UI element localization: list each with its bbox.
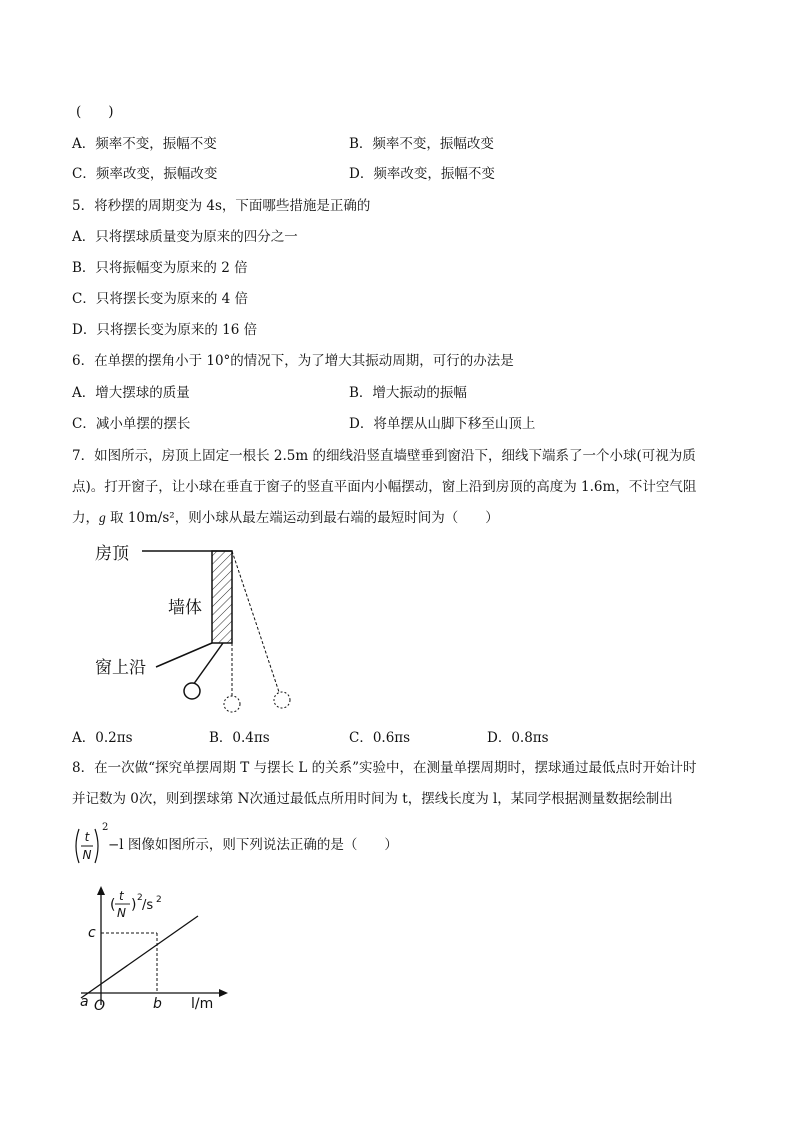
q4-paren: ( ) — [76, 104, 114, 120]
q7-line-2: 点)。打开窗子，让小球在垂直于窗子的竖直平面内小幅摆动，窗上沿到房顶的高度为 1.6m，不计空气阻 — [72, 479, 697, 495]
q7-option-a: A．0.2πs — [72, 730, 133, 746]
t-over-n-squared-vs-l-graph — [76, 880, 246, 1020]
svg-text:): ) — [131, 897, 137, 913]
origin-label: O — [94, 998, 106, 1014]
y-axis-label — [110, 889, 162, 920]
window-label: 窗上沿 — [95, 658, 146, 678]
roof-label: 房顶 — [95, 544, 129, 564]
x-axis-arrow — [219, 989, 228, 997]
q7-line-3-post: 取 10m/s²，则小球从最左端运动到最右端的最短时间为（ ） — [105, 510, 499, 526]
wall-block — [212, 551, 232, 643]
q7-line-3-g: g — [99, 510, 106, 525]
svg-text:(: ( — [110, 897, 116, 913]
b-label: b — [153, 996, 162, 1012]
q4-option-d: D．频率改变，振幅不变 — [349, 166, 495, 182]
q5-stem: 5．将秒摆的周期变为 4s，下面哪些措施是正确的 — [72, 198, 371, 214]
y-label-unit: /s — [142, 898, 154, 913]
q6-option-a: A．增大摆球的质量 — [72, 385, 190, 401]
q6-option-d: D．将单摆从山脚下移至山顶上 — [349, 416, 536, 432]
c-label: c — [88, 925, 96, 941]
fraction-denominator: N — [82, 848, 92, 862]
q4-option-c: C．频率改变，振幅改变 — [72, 166, 218, 182]
q5-option-d: D．只将摆长变为原来的 16 倍 — [72, 322, 258, 338]
q8-line-3-post: −l 图像如图所示，则下列说法正确的是（ ） — [108, 837, 398, 853]
q7-line-3 — [72, 509, 499, 527]
pendulum-ball-right — [274, 692, 290, 708]
q7-line-1: 7．如图所示，房顶上固定一根长 2.5m 的细线沿竖直墙壁垂到窗沿下，细线下端系了一个小球(可视为质 — [72, 448, 696, 464]
y-label-unit-exponent: 2 — [156, 895, 162, 905]
y-label-denominator: N — [117, 906, 126, 920]
fraction-exponent: 2 — [102, 822, 109, 833]
q7-option-c: C．0.6πs — [349, 730, 411, 746]
pendulum-window-figure — [80, 535, 320, 720]
y-label-numerator: t — [119, 889, 124, 903]
q5-option-a: A．只将摆球质量变为原来的四分之一 — [72, 229, 298, 245]
q7-option-d: D．0.8πs — [487, 730, 549, 746]
q5-option-b: B．只将振幅变为原来的 2 倍 — [72, 260, 248, 276]
q4-option-a: A．频率不变，振幅不变 — [72, 136, 217, 152]
q6-stem: 6．在单摆的摆角小于 10°的情况下，为了增大其振动周期，可行的办法是 — [72, 353, 514, 369]
q5-option-c: C．只将摆长变为原来的 4 倍 — [72, 291, 249, 307]
pendulum-ball-center — [224, 696, 240, 712]
fraction-numerator: t — [84, 830, 90, 844]
data-line — [81, 916, 198, 998]
q6-option-b: B．增大振动的振幅 — [349, 385, 467, 401]
wall-label: 墙体 — [168, 598, 202, 618]
q8-line-1: 8．在一次做“探究单摆周期 T 与摆长 L 的关系”实验中，在测量单摆周期时，摆球通过最低点时开始计时 — [72, 760, 697, 776]
q7-line-3-pre: 力， — [72, 510, 99, 526]
q8-line-2: 并记数为 0次，则到摆球第 N次通过最低点所用时间为 t，摆线长度为 l，某同学根据测量数据绘制出 — [72, 791, 673, 807]
x-axis-label: l/m — [191, 996, 214, 1012]
q4-option-b: B．频率不变，振幅改变 — [349, 136, 494, 152]
window-sill-line — [156, 643, 212, 667]
q6-option-c: C．减小单摆的摆长 — [72, 416, 191, 432]
fraction-paren-expression — [72, 826, 102, 866]
svg-text:2: 2 — [137, 893, 143, 903]
q7-option-b: B．0.4πs — [209, 730, 270, 746]
y-axis-arrow — [97, 886, 105, 895]
pendulum-string-right — [232, 551, 279, 692]
a-label: a — [80, 994, 89, 1010]
pendulum-ball-left — [184, 683, 200, 699]
